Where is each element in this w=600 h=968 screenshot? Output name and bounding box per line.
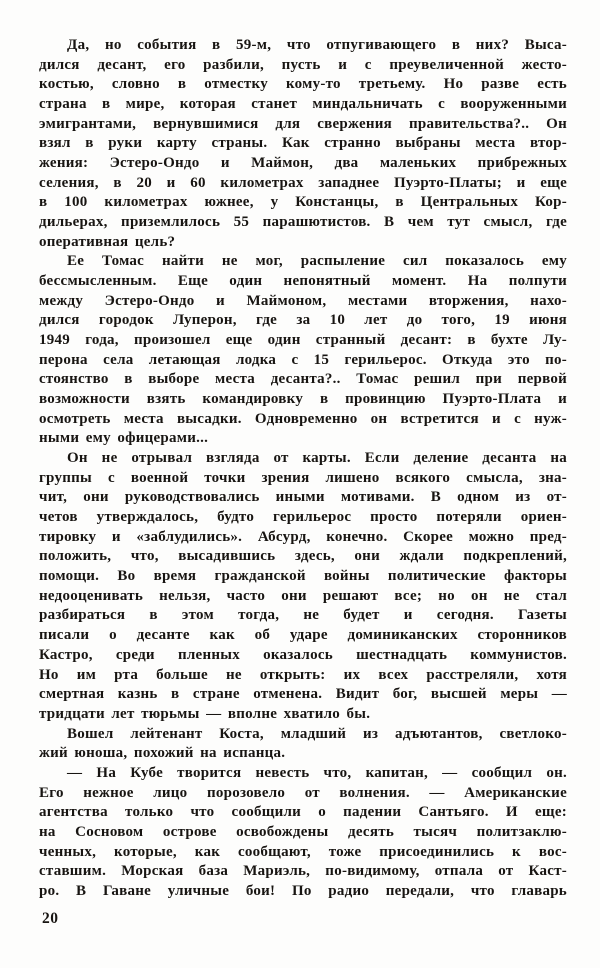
text-line: — На Кубе творится невесть что, капитан, — сообщил он. [67,764,567,781]
text-line: Вошел лейтенант Коста, младший из адъютантов, светлоко- [67,725,567,742]
text-line: ченных, которые, как сообщают, тоже присоединились к вос- [39,843,567,860]
page-number: 20 [42,910,59,927]
text-line: оперативная цель? [39,233,176,250]
text-line: эмигрантами, вернувшимися для свержения правительства?.. Он [39,115,567,132]
text-line: тировку и «заблудились». Абсурд, конечно. Скорее можно пред- [39,528,567,545]
text-line: на Сосновом острове освобождены десять тысяч политзаклю- [39,823,567,840]
text-line: жения: Эстеро-Ондо и Маймон, два маленьких прибрежных [39,155,567,172]
text-line: тридцати лет тюрьмы — вполне хватило бы. [39,705,371,722]
text-line: дился городок Луперон, где за 10 лет до того, 19 июня [39,312,567,329]
text-line: дильерах, приземлилось 55 парашютистов. В чем тут смысл, где [39,214,567,231]
text-line: Кастро, среди пленных оказалось шестнадцать коммунистов. [39,646,567,663]
text-line: бессмысленным. Еще один непонятный момент. На полпути [39,273,567,290]
text-line: недооценивать нельзя, часто они решают все; но он не стал [39,587,567,604]
text-line: дился десант, его разбили, пусть и с преувеличенной жесто- [39,56,567,73]
text-line: ро. В Гаване уличные бои! По радио передали, что главарь [39,882,567,899]
text-line: в 100 километрах южнее, у Констанцы, в Центральных Кор- [39,194,567,211]
text-line: положить, что, высадившись здесь, они ждали подкреплений, [39,548,567,565]
text-line: разбираться в этом тогда, не будет и сегодня. Газеты [39,607,567,624]
text-line: осмотреть места высадки. Одновременно он встретится и с нуж- [39,410,567,427]
text-line: возможности взять командировку в провинцию Пуэрто-Плата и [39,391,567,408]
text-line: жий юноша, похожий на испанца. [39,745,286,762]
text-line: Он не отрывал взгляда от карты. Если деление десанта на [67,450,567,467]
text-line: ставшим. Морская база Мариэль, по-видимому, отпала от Каст- [39,863,567,880]
text-line: перона села летающая лодка с 15 герильерос. Откуда это по- [39,351,567,368]
text-line: четов утверждалось, будто герильерос просто потеряли ориен- [39,509,567,526]
text-line: селения, в 20 и 60 километрах западнее Пуэрто-Платы; и еще [39,174,567,191]
text-line: Да, но события в 59-м, что отпугивающего в них? Выса- [67,37,567,53]
text-line: стоянство в выборе места десанта?.. Томас решил при первой [39,371,567,388]
text-line: Его нежное лицо порозовело от волнения. — Американские [39,784,567,801]
text-line: взял в руки карту страны. Как странно выбраны места втор- [39,135,567,152]
text-line: костью, словно в отместку кому-то третьему. Но разве есть [39,76,567,93]
text-block [39,36,567,902]
text-line: 1949 года, произошел еще один странный десант: в бухте Лу- [39,332,567,349]
text-line: помощи. Во время гражданской войны политические факторы [39,568,567,585]
text-line: между Эстеро-Ондо и Маймоном, местами вторжения, нахо- [39,292,567,309]
text-line: чит, они руководствовались иными мотивами. В одном из от- [39,489,567,506]
text-line: страна в мире, которая станет миндальничать с вооруженными [39,96,567,113]
text-line: группы с военной точки зрения лишено всякого смысла, зна- [39,469,567,486]
text-line: агентства только что сообщили о падении Сантьяго. И еще: [39,804,567,821]
text-line: Ее Томас найти не мог, распыление сил показалось ему [67,253,567,270]
text-line: писали о десанте как об ударе доминиканских сторонников [39,627,567,644]
text-line: Но им рта больше не открыть: их всех расстреляли, хотя [39,666,567,683]
text-line: смертная казнь в стране отменена. Видит бог, высшей меры — [39,686,567,703]
text-line: ными ему офицерами... [39,430,209,447]
